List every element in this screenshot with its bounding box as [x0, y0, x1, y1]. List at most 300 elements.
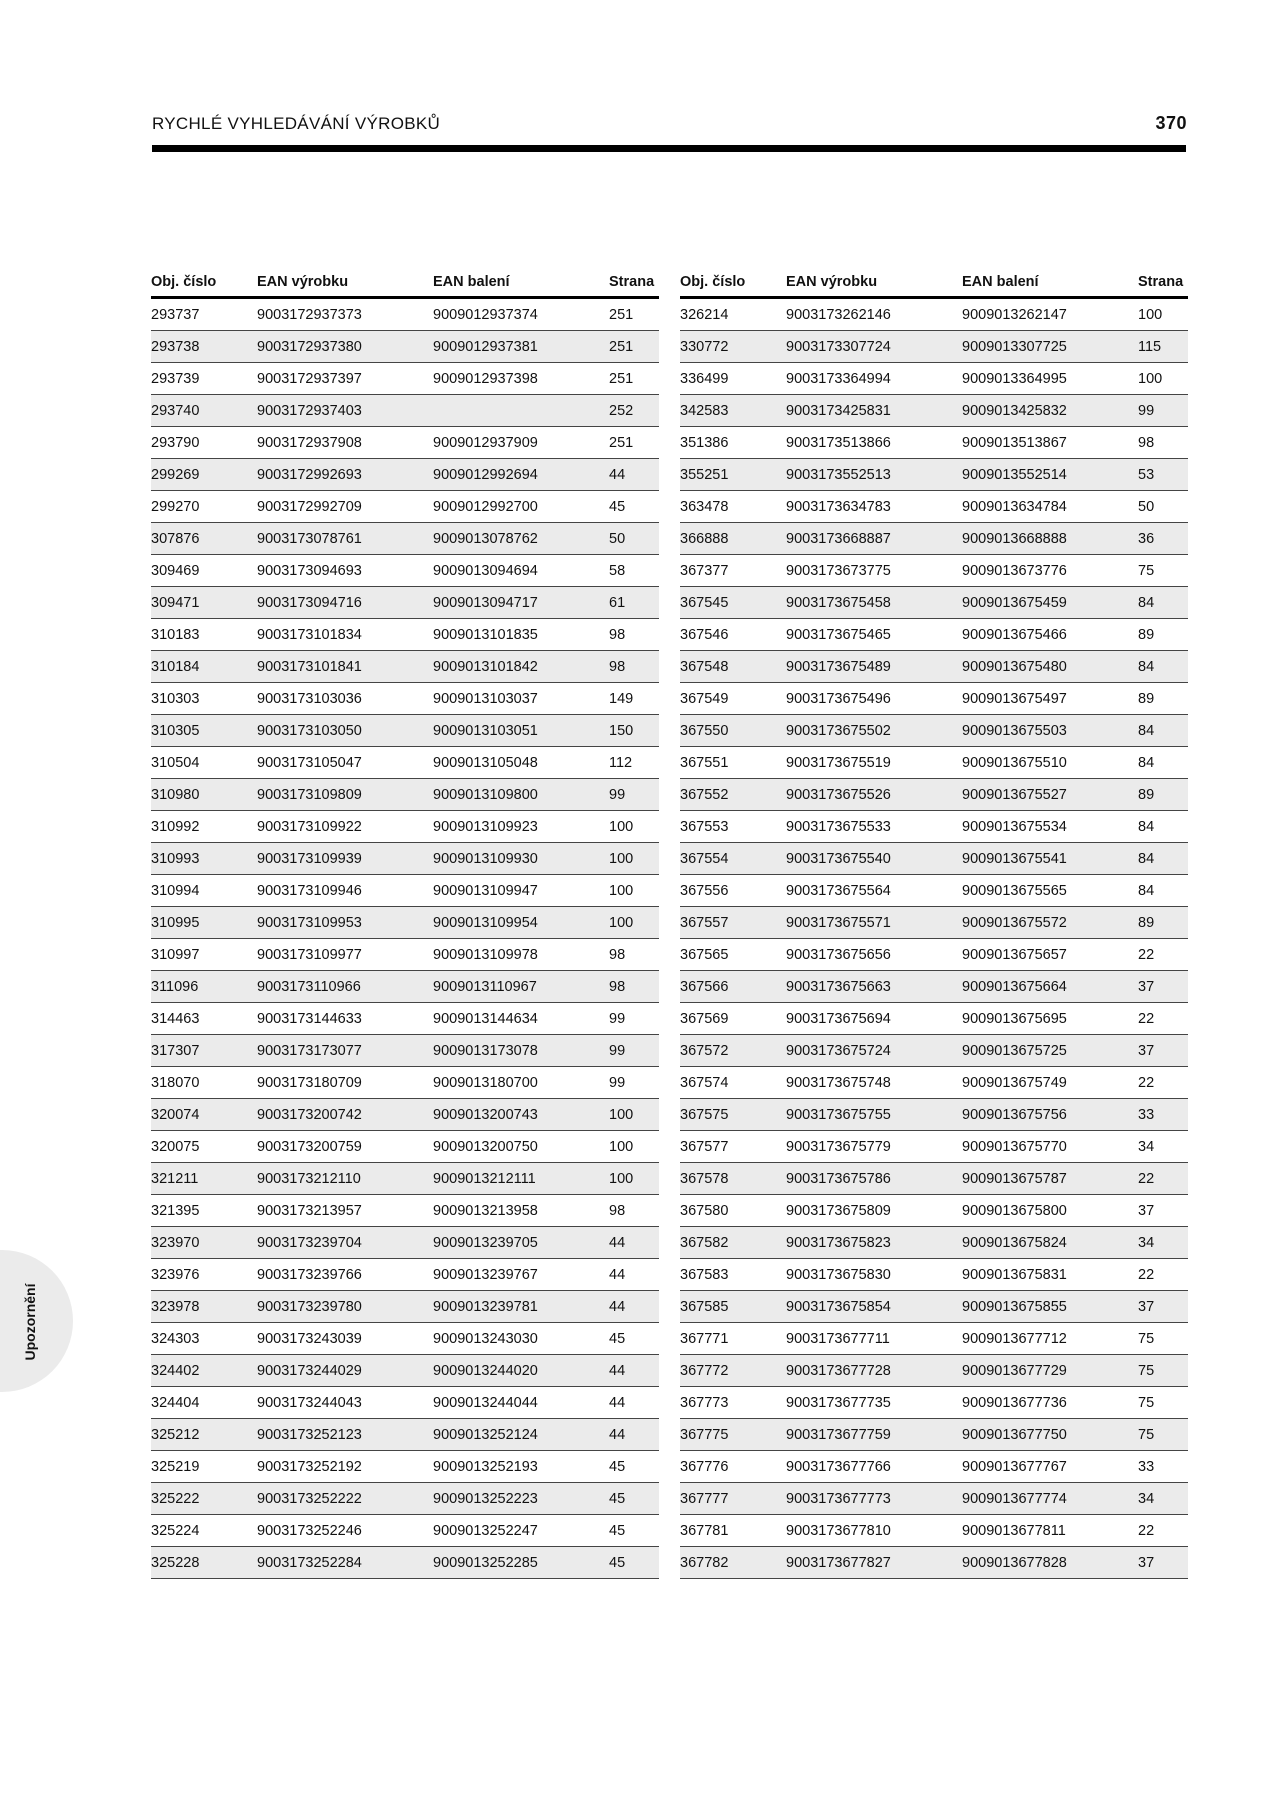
order-number-cell: 293738 [151, 331, 257, 363]
page-cell: 89 [1138, 619, 1188, 651]
page-cell: 44 [609, 1355, 659, 1387]
page-cell: 98 [609, 939, 659, 971]
table-row [151, 1131, 659, 1163]
column-header-order-number: Obj. číslo [151, 267, 257, 298]
order-number-cell: 367781 [680, 1515, 786, 1547]
page-cell: 22 [1138, 1003, 1188, 1035]
order-number-cell: 367572 [680, 1035, 786, 1067]
page-cell: 37 [1138, 1035, 1188, 1067]
ean-product-cell: 9003173213957 [257, 1195, 433, 1227]
table-row [680, 907, 1188, 939]
ean-package-cell: 9009013675657 [962, 939, 1138, 971]
order-number-cell: 310183 [151, 619, 257, 651]
ean-product-cell: 9003173675809 [786, 1195, 962, 1227]
order-number-cell: 293739 [151, 363, 257, 395]
page-cell: 98 [609, 1195, 659, 1227]
page-cell: 84 [1138, 587, 1188, 619]
ean-product-cell: 9003173244043 [257, 1387, 433, 1419]
order-number-cell: 310980 [151, 779, 257, 811]
column-header-page: Strana [1138, 267, 1188, 298]
ean-product-cell: 9003173239780 [257, 1291, 433, 1323]
table-row [680, 1227, 1188, 1259]
order-number-cell: 367550 [680, 715, 786, 747]
table-row [151, 427, 659, 459]
ean-product-cell: 9003173307724 [786, 331, 962, 363]
ean-product-cell: 9003172937373 [257, 298, 433, 331]
table-row [151, 1291, 659, 1323]
side-section-label: Upozornění [22, 1283, 38, 1361]
order-number-cell: 355251 [680, 459, 786, 491]
order-number-cell: 367549 [680, 683, 786, 715]
page-cell: 45 [609, 1323, 659, 1355]
order-number-cell: 367580 [680, 1195, 786, 1227]
ean-product-cell: 9003173173077 [257, 1035, 433, 1067]
table-row [151, 1515, 659, 1547]
table-row [680, 747, 1188, 779]
ean-product-cell: 9003172937403 [257, 395, 433, 427]
page-cell: 44 [609, 1259, 659, 1291]
page-cell: 44 [609, 1227, 659, 1259]
table-row [151, 1163, 659, 1195]
ean-product-cell: 9003173252123 [257, 1419, 433, 1451]
ean-package-cell: 9009012992700 [433, 491, 609, 523]
ean-package-cell: 9009012937909 [433, 427, 609, 459]
table-row [151, 491, 659, 523]
page-cell: 75 [1138, 555, 1188, 587]
ean-product-cell: 9003173103036 [257, 683, 433, 715]
ean-package-cell: 9009013252247 [433, 1515, 609, 1547]
ean-product-cell: 9003173634783 [786, 491, 962, 523]
ean-package-cell: 9009013212111 [433, 1163, 609, 1195]
table-row [680, 587, 1188, 619]
page-cell: 34 [1138, 1483, 1188, 1515]
ean-package-cell: 9009013180700 [433, 1067, 609, 1099]
ean-product-cell: 9003173675779 [786, 1131, 962, 1163]
table-row [680, 523, 1188, 555]
order-number-cell: 325224 [151, 1515, 257, 1547]
page-cell: 99 [609, 1003, 659, 1035]
order-number-cell: 310997 [151, 939, 257, 971]
order-number-cell: 310995 [151, 907, 257, 939]
ean-product-cell: 9003173094716 [257, 587, 433, 619]
ean-package-cell: 9009013677828 [962, 1547, 1138, 1579]
table-row [680, 331, 1188, 363]
table-row [151, 523, 659, 555]
ean-product-cell: 9003173675458 [786, 587, 962, 619]
order-number-cell: 293737 [151, 298, 257, 331]
table-row [680, 1003, 1188, 1035]
ean-product-cell: 9003173677766 [786, 1451, 962, 1483]
ean-package-cell: 9009013109930 [433, 843, 609, 875]
page-cell: 84 [1138, 811, 1188, 843]
ean-package-cell: 9009013103037 [433, 683, 609, 715]
ean-package-cell: 9009013677774 [962, 1483, 1138, 1515]
order-number-cell: 310993 [151, 843, 257, 875]
ean-product-cell: 9003172992709 [257, 491, 433, 523]
ean-package-cell: 9009013078762 [433, 523, 609, 555]
order-number-cell: 323970 [151, 1227, 257, 1259]
ean-product-cell: 9003173675526 [786, 779, 962, 811]
page-cell: 45 [609, 491, 659, 523]
table-row [151, 1451, 659, 1483]
ean-package-cell: 9009013675466 [962, 619, 1138, 651]
page-cell: 84 [1138, 715, 1188, 747]
page-cell: 84 [1138, 843, 1188, 875]
ean-product-cell: 9003173677773 [786, 1483, 962, 1515]
ean-package-cell: 9009013213958 [433, 1195, 609, 1227]
order-number-cell: 367548 [680, 651, 786, 683]
ean-package-cell: 9009013173078 [433, 1035, 609, 1067]
order-number-cell: 324303 [151, 1323, 257, 1355]
order-number-cell: 310305 [151, 715, 257, 747]
table-row [680, 651, 1188, 683]
ean-package-cell: 9009013239781 [433, 1291, 609, 1323]
ean-package-cell: 9009013675770 [962, 1131, 1138, 1163]
table-row [680, 779, 1188, 811]
order-number-cell: 367574 [680, 1067, 786, 1099]
page-cell: 33 [1138, 1099, 1188, 1131]
table-row [680, 1099, 1188, 1131]
ean-product-cell: 9003173675755 [786, 1099, 962, 1131]
order-number-cell: 309469 [151, 555, 257, 587]
order-number-cell: 342583 [680, 395, 786, 427]
ean-package-cell: 9009013252124 [433, 1419, 609, 1451]
order-number-cell: 367553 [680, 811, 786, 843]
page-cell: 150 [609, 715, 659, 747]
table-row [680, 1067, 1188, 1099]
column-header-ean-package: EAN balení [962, 267, 1138, 298]
ean-package-cell: 9009013262147 [962, 298, 1138, 331]
ean-product-cell: 9003173252192 [257, 1451, 433, 1483]
ean-package-cell: 9009013673776 [962, 555, 1138, 587]
ean-product-cell: 9003173200742 [257, 1099, 433, 1131]
table-row [151, 1227, 659, 1259]
order-number-cell: 367771 [680, 1323, 786, 1355]
order-number-cell: 325212 [151, 1419, 257, 1451]
table-row [151, 875, 659, 907]
header-rule [152, 145, 1186, 152]
order-number-cell: 299269 [151, 459, 257, 491]
table-row [151, 939, 659, 971]
table-row [151, 555, 659, 587]
page-cell: 84 [1138, 747, 1188, 779]
order-number-cell: 293790 [151, 427, 257, 459]
ean-package-cell: 9009013109954 [433, 907, 609, 939]
ean-package-cell: 9009013675824 [962, 1227, 1138, 1259]
ean-product-cell: 9003173675519 [786, 747, 962, 779]
page-cell: 89 [1138, 907, 1188, 939]
ean-package-cell: 9009013239767 [433, 1259, 609, 1291]
ean-package-cell: 9009012937381 [433, 331, 609, 363]
page-cell: 44 [609, 1291, 659, 1323]
page-cell: 251 [609, 363, 659, 395]
table-row [151, 1547, 659, 1579]
ean-package-cell: 9009012992694 [433, 459, 609, 491]
ean-product-cell: 9003173212110 [257, 1163, 433, 1195]
order-number-cell: 325228 [151, 1547, 257, 1579]
order-number-cell: 310504 [151, 747, 257, 779]
table-row [151, 1099, 659, 1131]
ean-product-cell: 9003173675724 [786, 1035, 962, 1067]
table-row [151, 298, 659, 331]
order-number-cell: 320074 [151, 1099, 257, 1131]
ean-product-cell: 9003173109939 [257, 843, 433, 875]
ean-package-cell: 9009013239705 [433, 1227, 609, 1259]
page-cell: 45 [609, 1483, 659, 1515]
table-row [680, 1163, 1188, 1195]
page-cell: 50 [609, 523, 659, 555]
ean-package-cell: 9009013634784 [962, 491, 1138, 523]
table-row [151, 587, 659, 619]
ean-product-cell: 9003173677759 [786, 1419, 962, 1451]
ean-product-cell: 9003173243039 [257, 1323, 433, 1355]
order-number-cell: 317307 [151, 1035, 257, 1067]
column-header-ean-product: EAN výrobku [257, 267, 433, 298]
ean-product-cell: 9003173673775 [786, 555, 962, 587]
ean-package-cell: 9009013364995 [962, 363, 1138, 395]
page-cell: 100 [609, 843, 659, 875]
page-cell: 99 [609, 1067, 659, 1099]
order-number-cell: 325222 [151, 1483, 257, 1515]
page-cell: 44 [609, 1419, 659, 1451]
ean-package-cell: 9009013675497 [962, 683, 1138, 715]
page-cell: 37 [1138, 1547, 1188, 1579]
table-row [680, 1195, 1188, 1227]
ean-product-cell: 9003173144633 [257, 1003, 433, 1035]
page-cell: 22 [1138, 1163, 1188, 1195]
ean-product-cell: 9003173109946 [257, 875, 433, 907]
table-row [680, 843, 1188, 875]
page-cell: 99 [609, 1035, 659, 1067]
page-cell: 251 [609, 331, 659, 363]
order-number-cell: 324402 [151, 1355, 257, 1387]
table-row [680, 427, 1188, 459]
order-number-cell: 293740 [151, 395, 257, 427]
ean-product-cell: 9003173425831 [786, 395, 962, 427]
ean-product-cell: 9003173675564 [786, 875, 962, 907]
page-cell: 22 [1138, 1515, 1188, 1547]
page-cell: 251 [609, 298, 659, 331]
page-cell: 36 [1138, 523, 1188, 555]
page-cell: 100 [1138, 298, 1188, 331]
ean-product-cell: 9003173109953 [257, 907, 433, 939]
order-number-cell: 309471 [151, 587, 257, 619]
order-number-cell: 367546 [680, 619, 786, 651]
order-number-cell: 367556 [680, 875, 786, 907]
ean-product-cell: 9003173109922 [257, 811, 433, 843]
ean-package-cell: 9009013425832 [962, 395, 1138, 427]
order-number-cell: 336499 [680, 363, 786, 395]
table-row [680, 939, 1188, 971]
ean-product-cell: 9003173675533 [786, 811, 962, 843]
page-cell: 89 [1138, 683, 1188, 715]
table-row [680, 395, 1188, 427]
ean-package-cell: 9009013675534 [962, 811, 1138, 843]
ean-product-cell: 9003173677810 [786, 1515, 962, 1547]
ean-product-cell: 9003173675830 [786, 1259, 962, 1291]
column-header-ean-product: EAN výrobku [786, 267, 962, 298]
page-cell: 50 [1138, 491, 1188, 523]
ean-package-cell: 9009013677712 [962, 1323, 1138, 1355]
order-number-cell: 323976 [151, 1259, 257, 1291]
page-cell: 44 [609, 1387, 659, 1419]
order-number-cell: 363478 [680, 491, 786, 523]
page-cell: 98 [609, 971, 659, 1003]
page-cell: 100 [1138, 363, 1188, 395]
table-row [151, 1387, 659, 1419]
order-number-cell: 367577 [680, 1131, 786, 1163]
order-number-cell: 367582 [680, 1227, 786, 1259]
page-cell: 98 [1138, 427, 1188, 459]
ean-package-cell: 9009013144634 [433, 1003, 609, 1035]
page-cell: 100 [609, 907, 659, 939]
order-number-cell: 351386 [680, 427, 786, 459]
ean-package-cell: 9009013552514 [962, 459, 1138, 491]
page-cell: 251 [609, 427, 659, 459]
ean-package-cell: 9009013101835 [433, 619, 609, 651]
page-cell: 100 [609, 1163, 659, 1195]
ean-package-cell: 9009013094694 [433, 555, 609, 587]
order-number-cell: 326214 [680, 298, 786, 331]
ean-product-cell: 9003173094693 [257, 555, 433, 587]
ean-package-cell: 9009013677811 [962, 1515, 1138, 1547]
order-number-cell: 367585 [680, 1291, 786, 1323]
ean-product-cell: 9003173675540 [786, 843, 962, 875]
ean-package-cell: 9009013513867 [962, 427, 1138, 459]
ean-product-cell: 9003173675502 [786, 715, 962, 747]
page-cell: 45 [609, 1547, 659, 1579]
ean-package-cell: 9009013244044 [433, 1387, 609, 1419]
order-number-cell: 367557 [680, 907, 786, 939]
ean-product-cell: 9003173103050 [257, 715, 433, 747]
table-row [680, 1419, 1188, 1451]
ean-product-cell: 9003172937397 [257, 363, 433, 395]
order-number-cell: 367545 [680, 587, 786, 619]
table-row [680, 1131, 1188, 1163]
page-cell: 112 [609, 747, 659, 779]
page-cell: 98 [609, 619, 659, 651]
page-cell: 75 [1138, 1387, 1188, 1419]
table-row [680, 491, 1188, 523]
page-cell: 37 [1138, 1195, 1188, 1227]
table-row [680, 1259, 1188, 1291]
order-number-cell: 367776 [680, 1451, 786, 1483]
table-row [680, 1387, 1188, 1419]
ean-product-cell: 9003173239704 [257, 1227, 433, 1259]
page-cell: 100 [609, 1099, 659, 1131]
page-cell: 99 [1138, 395, 1188, 427]
ean-package-cell: 9009013109923 [433, 811, 609, 843]
ean-product-cell: 9003173244029 [257, 1355, 433, 1387]
table-row [680, 298, 1188, 331]
ean-package-cell: 9009013675695 [962, 1003, 1138, 1035]
page-cell: 22 [1138, 1067, 1188, 1099]
table-row [151, 395, 659, 427]
ean-product-cell: 9003173078761 [257, 523, 433, 555]
ean-product-cell: 9003173252246 [257, 1515, 433, 1547]
ean-package-cell: 9009013675749 [962, 1067, 1138, 1099]
ean-package-cell: 9009013109800 [433, 779, 609, 811]
page-cell: 22 [1138, 1259, 1188, 1291]
table-row [151, 363, 659, 395]
ean-package-cell: 9009013677729 [962, 1355, 1138, 1387]
ean-product-cell: 9003173675786 [786, 1163, 962, 1195]
ean-package-cell: 9009013675756 [962, 1099, 1138, 1131]
ean-package-cell: 9009013307725 [962, 331, 1138, 363]
table-row [680, 1483, 1188, 1515]
order-number-cell: 367569 [680, 1003, 786, 1035]
ean-product-cell: 9003173675489 [786, 651, 962, 683]
ean-product-cell: 9003173105047 [257, 747, 433, 779]
order-number-cell: 307876 [151, 523, 257, 555]
ean-product-cell: 9003173675663 [786, 971, 962, 1003]
ean-package-cell: 9009013675664 [962, 971, 1138, 1003]
ean-package-cell: 9009013094717 [433, 587, 609, 619]
order-number-cell: 367772 [680, 1355, 786, 1387]
table-row [680, 683, 1188, 715]
table-row [151, 651, 659, 683]
page-cell: 37 [1138, 1291, 1188, 1323]
ean-product-cell: 9003173364994 [786, 363, 962, 395]
ean-product-cell: 9003172937908 [257, 427, 433, 459]
product-table-left [151, 267, 659, 1579]
table-row [680, 619, 1188, 651]
column-header-page: Strana [609, 267, 659, 298]
ean-product-cell: 9003173677827 [786, 1547, 962, 1579]
order-number-cell: 367583 [680, 1259, 786, 1291]
ean-package-cell: 9009012937398 [433, 363, 609, 395]
ean-package-cell: 9009013675459 [962, 587, 1138, 619]
ean-product-cell: 9003173675465 [786, 619, 962, 651]
product-table-right [680, 267, 1188, 1579]
page-cell: 149 [609, 683, 659, 715]
ean-product-cell: 9003173675854 [786, 1291, 962, 1323]
page-cell: 58 [609, 555, 659, 587]
ean-package-cell: 9009013677736 [962, 1387, 1138, 1419]
page-cell: 61 [609, 587, 659, 619]
ean-product-cell: 9003173677711 [786, 1323, 962, 1355]
ean-package-cell: 9009013252223 [433, 1483, 609, 1515]
order-number-cell: 310184 [151, 651, 257, 683]
order-number-cell: 367377 [680, 555, 786, 587]
table-row [151, 331, 659, 363]
ean-package-cell: 9009013252285 [433, 1547, 609, 1579]
table-row [680, 555, 1188, 587]
table-row [680, 811, 1188, 843]
page-cell: 100 [609, 811, 659, 843]
order-number-cell: 321211 [151, 1163, 257, 1195]
page-header-title: RYCHLÉ VYHLEDÁVÁNÍ VÝROBKŮ [152, 114, 441, 133]
table-header-row [680, 267, 1188, 298]
table-row [151, 811, 659, 843]
order-number-cell: 366888 [680, 523, 786, 555]
ean-product-cell: 9003173677728 [786, 1355, 962, 1387]
page-number: 370 [1155, 113, 1187, 133]
page-cell: 75 [1138, 1323, 1188, 1355]
page-cell: 75 [1138, 1355, 1188, 1387]
ean-package-cell: 9009013675527 [962, 779, 1138, 811]
table-row [680, 459, 1188, 491]
table-header-row [151, 267, 659, 298]
order-number-cell: 330772 [680, 331, 786, 363]
order-number-cell: 367575 [680, 1099, 786, 1131]
order-number-cell: 299270 [151, 491, 257, 523]
ean-product-cell: 9003172937380 [257, 331, 433, 363]
ean-package-cell: 9009013675572 [962, 907, 1138, 939]
ean-package-cell: 9009013675831 [962, 1259, 1138, 1291]
table-row [151, 1355, 659, 1387]
ean-package-cell [433, 395, 609, 427]
